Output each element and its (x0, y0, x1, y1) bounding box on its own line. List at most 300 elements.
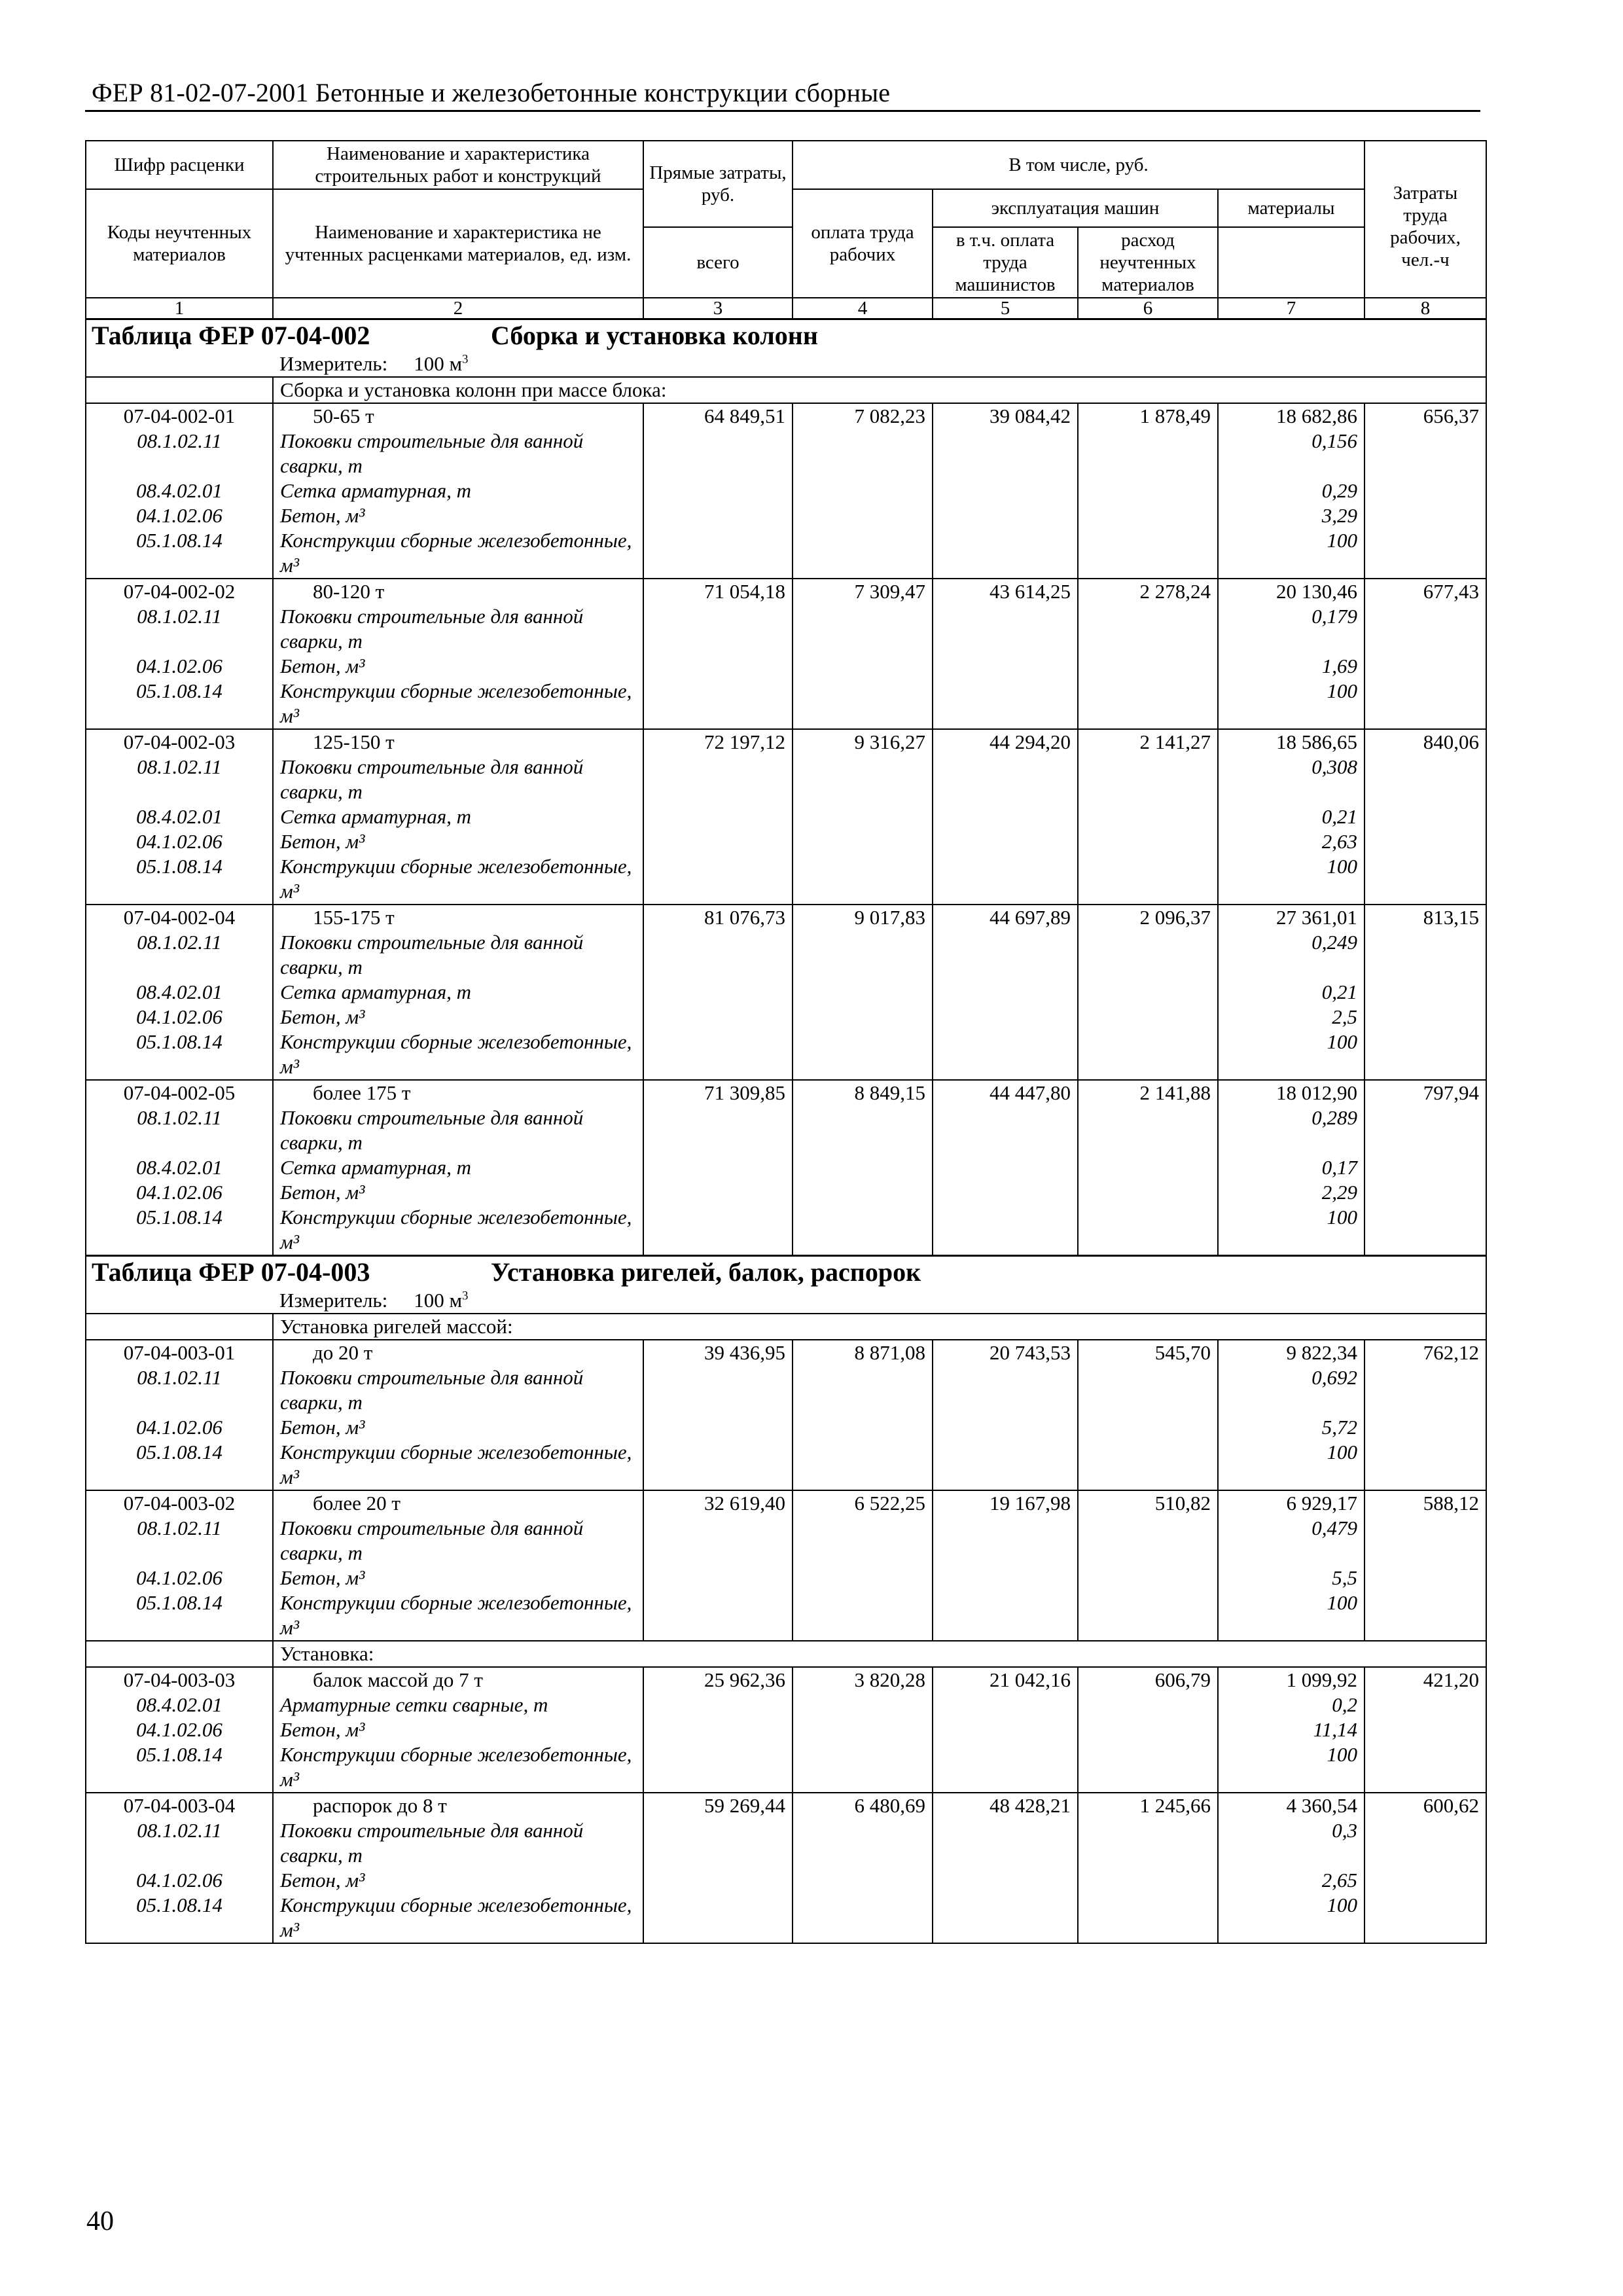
material-code: 05.1.08.14 (86, 854, 273, 905)
empty-cell (793, 1818, 933, 1868)
group-subheading-row (86, 1641, 1486, 1667)
material-qty: 100 (1218, 1590, 1364, 1641)
empty-cell (1078, 1590, 1218, 1641)
group-subheading-row (86, 377, 1486, 403)
empty-cell (933, 1590, 1078, 1641)
empty-cell (793, 1205, 933, 1256)
empty-cell (1364, 1742, 1486, 1793)
empty-cell (933, 1868, 1078, 1893)
empty-cell (643, 1566, 793, 1590)
empty-cell (1364, 503, 1486, 528)
empty-cell (933, 1893, 1078, 1943)
rate-direct: 71 309,85 (643, 1080, 793, 1105)
material-code: 05.1.08.14 (86, 1440, 273, 1490)
rate-name-text: более 20 т (313, 1492, 401, 1515)
material-code: 05.1.08.14 (86, 1742, 273, 1793)
measure-exponent: 3 (462, 1289, 469, 1303)
rate-row (86, 1340, 1486, 1365)
empty-cell (1078, 1868, 1218, 1893)
rate-mach-labor: 2 278,24 (1078, 579, 1218, 604)
empty-cell (1078, 829, 1218, 854)
material-code: 04.1.02.06 (86, 1180, 273, 1205)
material-qty: 100 (1218, 1205, 1364, 1256)
rate-name (273, 403, 643, 429)
rate-mach-labor: 2 141,88 (1078, 1080, 1218, 1105)
empty-cell (793, 604, 933, 654)
empty-cell (1364, 829, 1486, 854)
rate-mat: 1 099,92 (1218, 1667, 1364, 1693)
empty-cell (1078, 1105, 1218, 1155)
section-name: Установка ригелей, балок, распорок (491, 1257, 921, 1287)
material-code: 08.1.02.11 (86, 429, 273, 478)
material-qty: 100 (1218, 854, 1364, 905)
col-name-top: Наименование и характеристика строительных работ и конструкций (273, 141, 643, 189)
empty-cell (643, 503, 793, 528)
rate-name (273, 1667, 643, 1693)
empty-cell (933, 1742, 1078, 1793)
material-name: Арматурные сетки сварные, т (273, 1693, 643, 1717)
empty-cell (1364, 1717, 1486, 1742)
empty-cell (643, 478, 793, 503)
material-code: 08.1.02.11 (86, 604, 273, 654)
empty-cell (933, 1180, 1078, 1205)
rate-name (273, 1490, 643, 1516)
material-row (86, 604, 1486, 654)
rates-table (85, 140, 1487, 1944)
material-row (86, 829, 1486, 854)
rate-name (273, 729, 643, 755)
col-machines-labor: в т.ч. оплата труда машинистов (933, 227, 1078, 298)
material-qty: 100 (1218, 1440, 1364, 1490)
empty-cell (793, 1516, 933, 1566)
subheading-spacer (86, 1641, 273, 1667)
col-machines: эксплуатация машин (933, 189, 1218, 227)
material-qty: 0,692 (1218, 1365, 1364, 1415)
group-subheading-row (86, 1314, 1486, 1340)
material-row (86, 1566, 1486, 1590)
material-name: Бетон, м³ (273, 654, 643, 679)
material-row (86, 1365, 1486, 1415)
col-labor-pay: оплата труда рабочих (793, 189, 933, 298)
material-qty: 0,21 (1218, 804, 1364, 829)
material-name: Поковки строительные для ванной сварки, т (273, 604, 643, 654)
rate-row (86, 1490, 1486, 1516)
material-name: Конструкции сборные железобетонные, м³ (273, 679, 643, 729)
material-name: Конструкции сборные железобетонные, м³ (273, 854, 643, 905)
empty-cell (1078, 1440, 1218, 1490)
material-qty: 0,29 (1218, 478, 1364, 503)
rate-mach: 20 743,53 (933, 1340, 1078, 1365)
rate-name-text: балок массой до 7 т (313, 1668, 483, 1691)
empty-cell (1364, 1005, 1486, 1030)
material-name: Конструкции сборные железобетонные, м³ (273, 528, 643, 579)
material-qty: 0,479 (1218, 1516, 1364, 1566)
material-code: 05.1.08.14 (86, 1205, 273, 1256)
empty-cell (1364, 1818, 1486, 1868)
material-qty: 1,69 (1218, 654, 1364, 679)
rate-hours: 421,20 (1364, 1667, 1486, 1693)
empty-cell (793, 804, 933, 829)
rate-name (273, 579, 643, 604)
section-title-row (86, 319, 1486, 352)
empty-cell (1078, 1742, 1218, 1793)
empty-cell (643, 679, 793, 729)
material-name: Бетон, м³ (273, 1180, 643, 1205)
material-row (86, 1590, 1486, 1641)
rate-mach: 48 428,21 (933, 1793, 1078, 1818)
rate-mach: 44 447,80 (933, 1080, 1078, 1105)
rate-mat: 18 586,65 (1218, 729, 1364, 755)
material-name: Конструкции сборные железобетонные, м³ (273, 1440, 643, 1490)
col-machines-total: всего (643, 227, 793, 298)
material-row (86, 1893, 1486, 1943)
empty-cell (643, 528, 793, 579)
empty-cell (1078, 755, 1218, 804)
rate-mach: 39 084,42 (933, 403, 1078, 429)
material-row (86, 1717, 1486, 1742)
rate-mat: 18 682,86 (1218, 403, 1364, 429)
rate-mach-labor: 545,70 (1078, 1340, 1218, 1365)
empty-cell (793, 1742, 933, 1793)
empty-cell (793, 1717, 933, 1742)
material-name: Поковки строительные для ванной сварки, т (273, 1818, 643, 1868)
empty-cell (643, 1717, 793, 1742)
rate-name (273, 1793, 643, 1818)
empty-cell (933, 1516, 1078, 1566)
material-row (86, 1440, 1486, 1490)
measure-row (86, 1288, 1486, 1314)
col-labor-cost: Затраты труда рабочих, чел.-ч (1364, 141, 1486, 298)
rate-row (86, 1667, 1486, 1693)
column-number: 1 (86, 298, 273, 319)
material-name: Конструкции сборные железобетонные, м³ (273, 1590, 643, 1641)
rate-code: 07-04-003-04 (86, 1793, 273, 1818)
empty-cell (793, 1030, 933, 1080)
rate-code: 07-04-003-02 (86, 1490, 273, 1516)
empty-cell (793, 1415, 933, 1440)
material-name: Бетон, м³ (273, 503, 643, 528)
empty-cell (1078, 478, 1218, 503)
material-row (86, 854, 1486, 905)
material-name: Поковки строительные для ванной сварки, т (273, 1105, 643, 1155)
material-qty: 0,156 (1218, 429, 1364, 478)
material-name: Конструкции сборные железобетонные, м³ (273, 1893, 643, 1943)
empty-cell (1078, 930, 1218, 980)
material-code: 08.1.02.11 (86, 1516, 273, 1566)
measure-value: 100 м (414, 352, 463, 375)
rate-direct: 64 849,51 (643, 403, 793, 429)
empty-cell (933, 679, 1078, 729)
empty-cell (1078, 679, 1218, 729)
document-header: ФЕР 81-02-07-2001 Бетонные и железобетонные конструкции сборные (92, 78, 891, 107)
empty-cell (643, 980, 793, 1005)
rate-mach: 19 167,98 (933, 1490, 1078, 1516)
rate-labor: 8 849,15 (793, 1080, 933, 1105)
rate-hours: 600,62 (1364, 1793, 1486, 1818)
empty-cell (1078, 1205, 1218, 1256)
section-code: Таблица ФЕР 07-04-003 (92, 1257, 370, 1287)
empty-cell (933, 1415, 1078, 1440)
empty-cell (1078, 980, 1218, 1005)
empty-cell (643, 1590, 793, 1641)
empty-cell (643, 429, 793, 478)
measure-label: Измеритель: (279, 352, 388, 375)
material-qty: 3,29 (1218, 503, 1364, 528)
empty-cell (933, 1105, 1078, 1155)
material-code: 04.1.02.06 (86, 503, 273, 528)
rate-direct: 32 619,40 (643, 1490, 793, 1516)
empty-cell (933, 980, 1078, 1005)
rate-name-text: 155-175 т (313, 906, 395, 929)
empty-cell (1364, 1693, 1486, 1717)
rate-mat: 4 360,54 (1218, 1793, 1364, 1818)
material-name: Бетон, м³ (273, 1415, 643, 1440)
material-code: 08.4.02.01 (86, 980, 273, 1005)
empty-cell (933, 604, 1078, 654)
material-code: 05.1.08.14 (86, 1030, 273, 1080)
material-name: Поковки строительные для ванной сварки, т (273, 1365, 643, 1415)
material-row (86, 1868, 1486, 1893)
material-name: Поковки строительные для ванной сварки, т (273, 1516, 643, 1566)
material-name: Конструкции сборные железобетонные, м³ (273, 1030, 643, 1080)
rate-row (86, 729, 1486, 755)
material-row (86, 1415, 1486, 1440)
empty-cell (933, 755, 1078, 804)
empty-cell (643, 1440, 793, 1490)
rate-direct: 25 962,36 (643, 1667, 793, 1693)
material-code: 04.1.02.06 (86, 1717, 273, 1742)
empty-cell (793, 854, 933, 905)
empty-cell (1078, 1693, 1218, 1717)
empty-cell (933, 1717, 1078, 1742)
empty-cell (933, 854, 1078, 905)
material-code: 04.1.02.06 (86, 1566, 273, 1590)
rate-mach-labor: 1 878,49 (1078, 403, 1218, 429)
rate-name-text: до 20 т (313, 1341, 373, 1364)
material-qty: 0,17 (1218, 1155, 1364, 1180)
material-code: 08.4.02.01 (86, 478, 273, 503)
rate-mach-labor: 606,79 (1078, 1667, 1218, 1693)
rate-row (86, 403, 1486, 429)
rate-mat: 6 929,17 (1218, 1490, 1364, 1516)
col-materials: материалы (1218, 189, 1364, 227)
empty-cell (793, 429, 933, 478)
rate-labor: 3 820,28 (793, 1667, 933, 1693)
empty-cell (793, 980, 933, 1005)
empty-cell (643, 654, 793, 679)
empty-cell (1364, 1365, 1486, 1415)
rate-labor: 7 309,47 (793, 579, 933, 604)
rate-code: 07-04-002-04 (86, 905, 273, 930)
measure-cell (273, 351, 1486, 377)
empty-cell (1078, 1005, 1218, 1030)
rate-name-text: более 175 т (313, 1081, 411, 1104)
rate-row (86, 1793, 1486, 1818)
empty-cell (793, 679, 933, 729)
empty-cell (1364, 1516, 1486, 1566)
material-name: Бетон, м³ (273, 1005, 643, 1030)
material-row (86, 1155, 1486, 1180)
material-qty: 5,72 (1218, 1415, 1364, 1440)
rate-hours: 656,37 (1364, 403, 1486, 429)
empty-cell (643, 1155, 793, 1180)
rate-mat: 18 012,90 (1218, 1080, 1364, 1105)
empty-cell (1364, 1590, 1486, 1641)
rate-mach-labor: 2 096,37 (1078, 905, 1218, 930)
section-code: Таблица ФЕР 07-04-002 (92, 321, 370, 350)
subheading-spacer (86, 1314, 273, 1340)
material-qty: 11,14 (1218, 1717, 1364, 1742)
empty-cell (643, 604, 793, 654)
section-title (86, 319, 1486, 352)
material-name: Бетон, м³ (273, 1717, 643, 1742)
measure-label: Измеритель: (279, 1289, 388, 1312)
empty-cell (1364, 1566, 1486, 1590)
material-qty: 100 (1218, 1030, 1364, 1080)
empty-cell (793, 1566, 933, 1590)
empty-cell (793, 1693, 933, 1717)
column-number: 4 (793, 298, 933, 319)
empty-cell (1364, 1868, 1486, 1893)
empty-cell (643, 930, 793, 980)
measure-spacer (86, 351, 273, 377)
empty-cell (793, 1365, 933, 1415)
empty-cell (1078, 1155, 1218, 1180)
empty-cell (1364, 1415, 1486, 1440)
material-qty: 2,63 (1218, 829, 1364, 854)
rate-name (273, 905, 643, 930)
measure-cell (273, 1288, 1486, 1314)
rate-labor: 8 871,08 (793, 1340, 933, 1365)
empty-cell (933, 1155, 1078, 1180)
empty-cell (933, 1030, 1078, 1080)
rate-labor: 7 082,23 (793, 403, 933, 429)
empty-cell (1078, 503, 1218, 528)
column-number: 5 (933, 298, 1078, 319)
empty-cell (1078, 604, 1218, 654)
material-qty: 0,179 (1218, 604, 1364, 654)
column-number: 3 (643, 298, 793, 319)
material-name: Сетка арматурная, т (273, 804, 643, 829)
rate-code: 07-04-002-02 (86, 579, 273, 604)
empty-cell (1078, 1415, 1218, 1440)
empty-cell (1364, 1440, 1486, 1490)
rate-direct: 71 054,18 (643, 579, 793, 604)
material-row (86, 654, 1486, 679)
rate-mach-labor: 1 245,66 (1078, 1793, 1218, 1818)
measure-row (86, 351, 1486, 377)
empty-cell (933, 1440, 1078, 1490)
empty-cell (1364, 604, 1486, 654)
empty-cell (643, 1693, 793, 1717)
rate-name-text: распорок до 8 т (313, 1794, 447, 1817)
material-row (86, 1030, 1486, 1080)
col-direct: Прямые затраты, руб. (643, 141, 793, 227)
section-title-row (86, 1256, 1486, 1289)
rate-hours: 677,43 (1364, 579, 1486, 604)
rate-code: 07-04-002-03 (86, 729, 273, 755)
rate-mach: 43 614,25 (933, 579, 1078, 604)
empty-cell (1078, 1717, 1218, 1742)
empty-cell (793, 503, 933, 528)
material-code: 08.1.02.11 (86, 1365, 273, 1415)
material-code: 08.1.02.11 (86, 1818, 273, 1868)
empty-cell (643, 1205, 793, 1256)
col-code-top: Шифр расценки (86, 141, 273, 189)
empty-cell (1364, 429, 1486, 478)
material-code: 04.1.02.06 (86, 1868, 273, 1893)
material-code: 05.1.08.14 (86, 679, 273, 729)
rate-code: 07-04-002-05 (86, 1080, 273, 1105)
rate-direct: 81 076,73 (643, 905, 793, 930)
material-code: 08.4.02.01 (86, 804, 273, 829)
empty-cell (1364, 654, 1486, 679)
empty-cell (1364, 1030, 1486, 1080)
material-row (86, 1693, 1486, 1717)
rate-row (86, 905, 1486, 930)
rate-row (86, 579, 1486, 604)
empty-cell (1364, 679, 1486, 729)
empty-cell (933, 429, 1078, 478)
material-code: 08.1.02.11 (86, 755, 273, 804)
empty-cell (933, 930, 1078, 980)
empty-cell (793, 755, 933, 804)
rate-mach-labor: 510,82 (1078, 1490, 1218, 1516)
material-qty: 2,29 (1218, 1180, 1364, 1205)
material-row (86, 804, 1486, 829)
material-code: 08.4.02.01 (86, 1693, 273, 1717)
empty-cell (643, 1818, 793, 1868)
empty-cell (933, 804, 1078, 829)
empty-cell (793, 930, 933, 980)
rate-code: 07-04-003-01 (86, 1340, 273, 1365)
material-name: Сетка арматурная, т (273, 980, 643, 1005)
empty-cell (1364, 804, 1486, 829)
rate-name (273, 1080, 643, 1105)
material-qty: 2,5 (1218, 1005, 1364, 1030)
material-name: Сетка арматурная, т (273, 478, 643, 503)
material-row (86, 1516, 1486, 1566)
empty-cell (1078, 1030, 1218, 1080)
material-name: Поковки строительные для ванной сварки, т (273, 429, 643, 478)
material-code: 04.1.02.06 (86, 829, 273, 854)
col-incl: В том числе, руб. (793, 141, 1364, 189)
empty-cell (793, 1868, 933, 1893)
material-code: 05.1.08.14 (86, 1590, 273, 1641)
material-code: 08.1.02.11 (86, 930, 273, 980)
empty-cell (933, 1365, 1078, 1415)
empty-cell (933, 503, 1078, 528)
page-number: 40 (86, 2206, 114, 2236)
empty-cell (1078, 1180, 1218, 1205)
empty-cell (793, 1005, 933, 1030)
rate-mach: 21 042,16 (933, 1667, 1078, 1693)
empty-cell (1078, 1893, 1218, 1943)
col-materials-use: расход неучтенных материалов (1078, 227, 1218, 298)
material-qty: 0,308 (1218, 755, 1364, 804)
section-name: Сборка и установка колонн (491, 321, 818, 350)
empty-cell (643, 1516, 793, 1566)
empty-cell (793, 528, 933, 579)
empty-cell (793, 1180, 933, 1205)
empty-cell (1364, 854, 1486, 905)
empty-cell (1364, 1105, 1486, 1155)
empty-cell (1078, 854, 1218, 905)
material-row (86, 980, 1486, 1005)
empty-cell (933, 1205, 1078, 1256)
empty-cell (793, 1155, 933, 1180)
empty-cell (933, 1005, 1078, 1030)
